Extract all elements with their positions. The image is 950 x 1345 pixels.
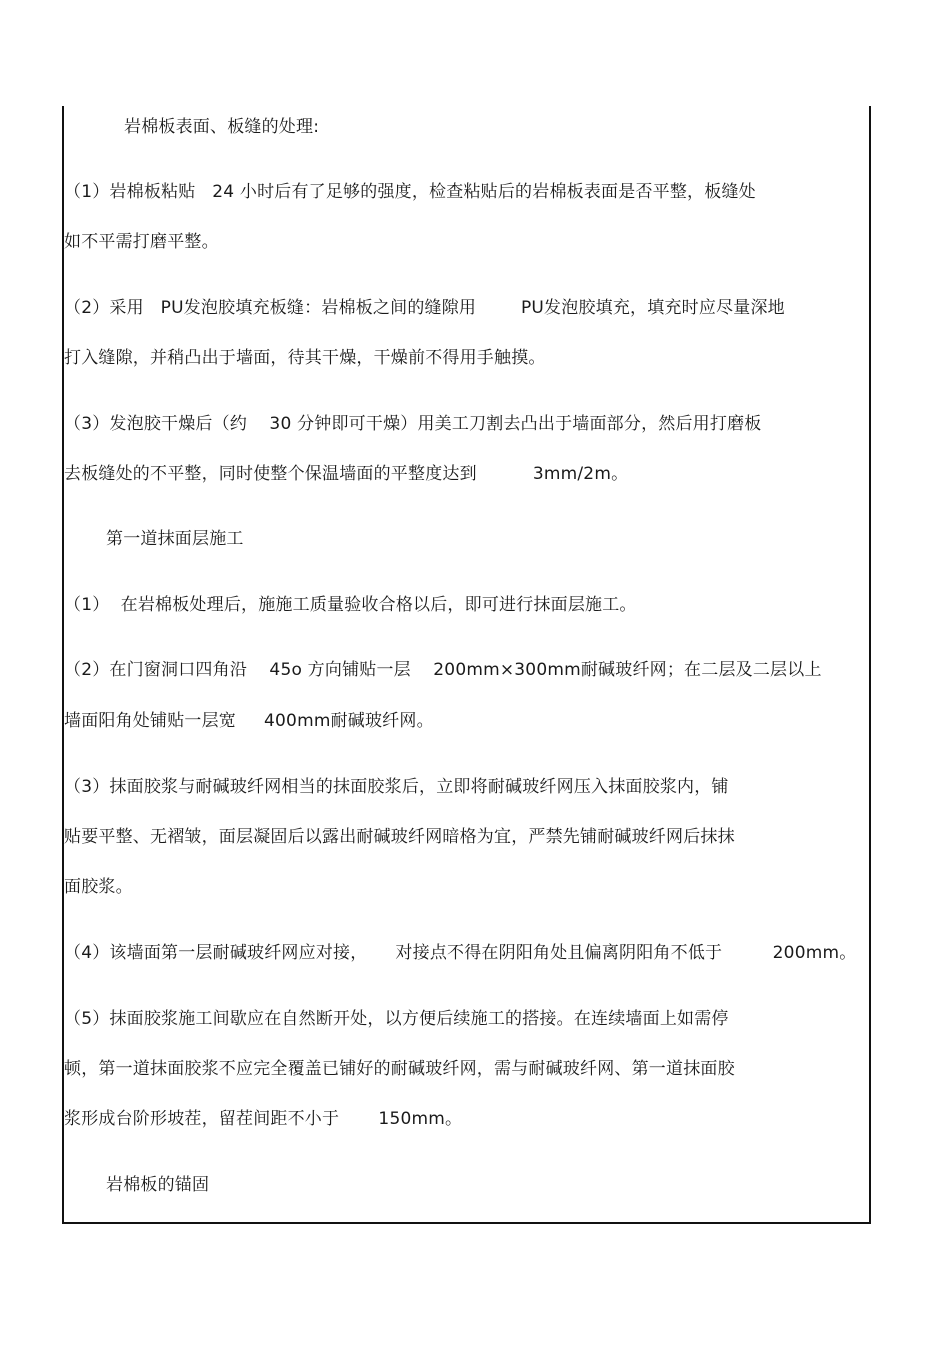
paragraph-line: 浆形成台阶形坡茬，留茬间距不小于 150mm。 xyxy=(64,1109,463,1129)
paragraph-line: （4）该墙面第一层耐碱玻纤网应对接， 对接点不得在阴阳角处且偏离阴阳角不低于 200mm。 xyxy=(64,943,857,963)
paragraph-line: 墙面阳角处铺贴一层宽 400mm耐碱玻纤网。 xyxy=(64,711,434,731)
paragraph-line: 贴要平整、无褶皱，面层凝固后以露出耐碱玻纤网暗格为宜，严禁先铺耐碱玻纤网后抹抹 xyxy=(64,827,735,847)
paragraph-line: （1） 在岩棉板处理后，施施工质量验收合格以后，即可进行抹面层施工。 xyxy=(64,595,637,615)
paragraph-line: 打入缝隙，并稍凸出于墙面，待其干燥，干燥前不得用手触摸。 xyxy=(64,348,546,368)
paragraph-line: （3）发泡胶干燥后（约 30 分钟即可干燥）用美工刀割去凸出于墙面部分，然后用打磨板 xyxy=(64,414,762,434)
paragraph-line: 去板缝处的不平整，同时使整个保温墙面的平整度达到 3mm/2m。 xyxy=(64,464,629,484)
paragraph-line: 顿，第一道抹面胶浆不应完全覆盖已铺好的耐碱玻纤网，需与耐碱玻纤网、第一道抹面胶 xyxy=(64,1059,735,1079)
paragraph-line: （2）在门窗洞口四角沿 45o 方向铺贴一层 200mm×300mm耐碱玻纤网；在二层及二层以上 xyxy=(64,660,822,680)
paragraph-line: 面胶浆。 xyxy=(64,877,133,897)
section-heading-anchoring: 岩棉板的锚固 xyxy=(106,1175,210,1195)
paragraph-line: （1）岩棉板粘贴 24 小时后有了足够的强度，检查粘贴后的岩棉板表面是否平整，板缝处 xyxy=(64,182,756,202)
section-heading-surface-treatment: 岩棉板表面、板缝的处理: xyxy=(124,117,320,137)
paragraph-line: 如不平需打磨平整。 xyxy=(64,232,219,252)
section-heading-first-coat: 第一道抹面层施工 xyxy=(106,529,244,549)
paragraph-line: （5）抹面胶浆施工间歇应在自然断开处，以方便后续施工的搭接。在连续墙面上如需停 xyxy=(64,1009,729,1029)
paragraph-line: （2）采用 PU发泡胶填充板缝：岩棉板之间的缝隙用 PU发泡胶填充，填充时应尽量深地 xyxy=(64,298,785,318)
paragraph-line: （3）抹面胶浆与耐碱玻纤网相当的抹面胶浆后，立即将耐碱玻纤网压入抹面胶浆内，铺 xyxy=(64,777,729,797)
